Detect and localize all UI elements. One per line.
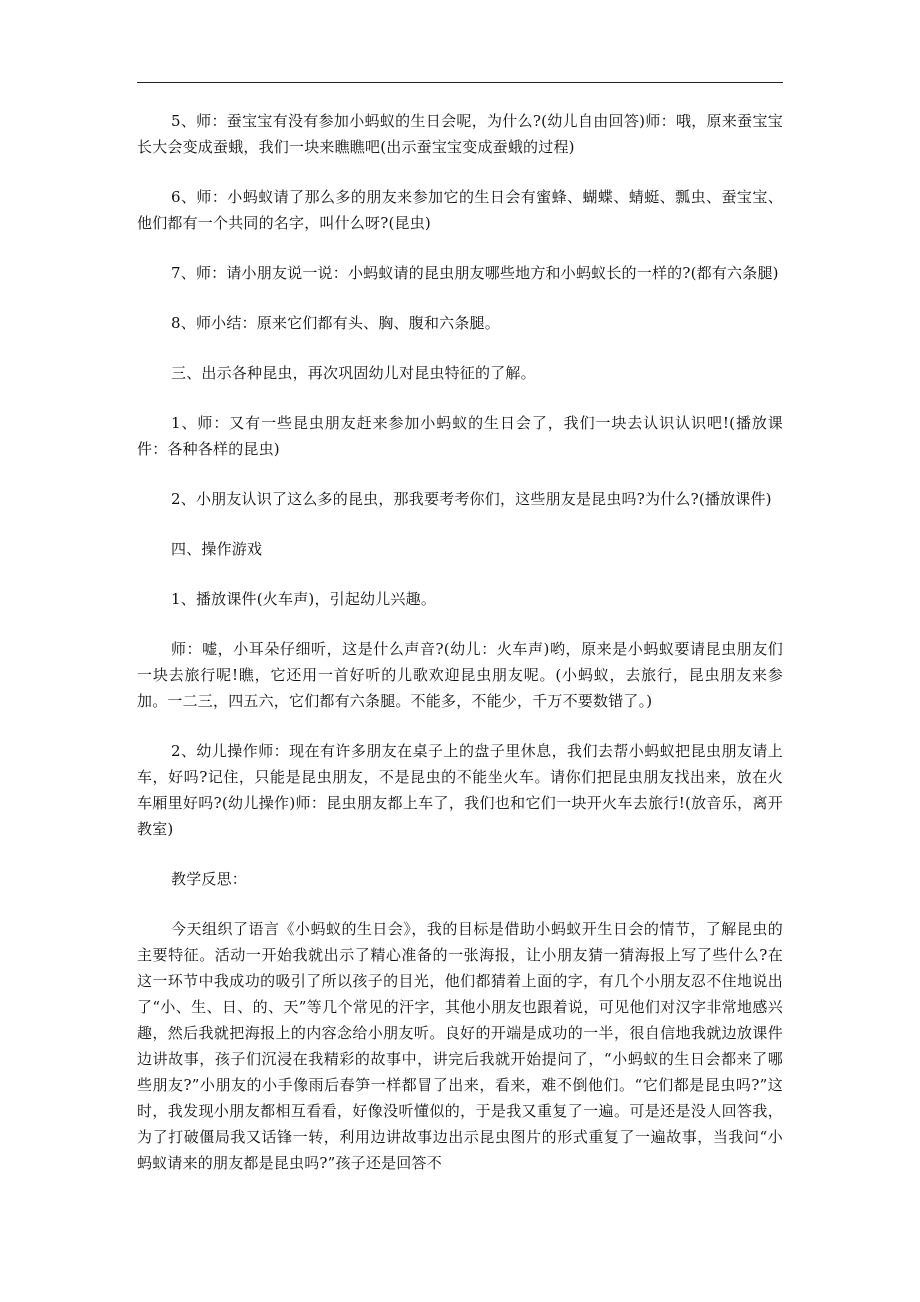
paragraph-section4-step-2: 2、幼儿操作师：现在有许多朋友在桌子上的盘子里休息，我们去帮小蚂蚁把昆虫朋友请上车，好吗?记住，只能是昆虫朋友，不是昆虫的不能坐火车。请你们把昆虫朋友找出来，放在火车厢里好吗?(幼儿操作)师：昆虫朋友都上车了，我们也和它们一块开火车去旅行!(放音乐，离开教室) <box>137 742 783 838</box>
paragraph-step-6: 6、师：小蚂蚁请了那么多的朋友来参加它的生日会有蜜蜂、蝴蝶、蜻蜓、瓢虫、蚕宝宝、他们都有一个共同的名字，叫什么呀?(昆虫) <box>137 188 783 232</box>
header-rule <box>137 82 783 83</box>
paragraph-section3-step-1: 1、师：又有一些昆虫朋友赶来参加小蚂蚁的生日会了，我们一块去认识认识吧!(播放课件：各种各样的昆虫) <box>137 414 783 458</box>
section-heading-3: 三、出示各种昆虫，再次巩固幼儿对昆虫特征的了解。 <box>171 364 536 382</box>
paragraph-section3-step-2: 2、小朋友认识了这么多的昆虫，那我要考考你们，这些朋友是昆虫吗?为什么?(播放课件) <box>171 490 772 508</box>
paragraph-teacher-dialogue: 师：嘘，小耳朵仔细听，这是什么声音?(幼儿：火车声)哟，原来是小蚂蚁要请昆虫朋友们一块去旅行呢!瞧，它还用一首好听的儿歌欢迎昆虫朋友呢。(小蚂蚁，去旅行，昆虫朋友来参加。一二三，四五六，它们都有六条腿。不能多，不能少，千万不要数错了。) <box>137 640 783 710</box>
paragraph-step-8: 8、师小结：原来它们都有头、胸、腹和六条腿。 <box>171 314 500 332</box>
paragraph-step-7: 7、师：请小朋友说一说：小蚂蚁请的昆虫朋友哪些地方和小蚂蚁长的一样的?(都有六条腿) <box>171 264 779 282</box>
paragraph-step-5: 5、师：蚕宝宝有没有参加小蚂蚁的生日会呢，为什么?(幼儿自由回答)师：哦，原来蚕宝宝长大会变成蚕蛾，我们一块来瞧瞧吧(出示蚕宝宝变成蚕蛾的过程) <box>137 112 783 156</box>
section-heading-4: 四、操作游戏 <box>171 540 263 558</box>
reflection-heading: 教学反思： <box>171 870 248 888</box>
document-body <box>137 108 783 1200</box>
reflection-paragraph: 今天组织了语言《小蚂蚁的生日会》，我的目标是借助小蚂蚁开生日会的情节，了解昆虫的主要特征。活动一开始我就出示了精心准备的一张海报，让小朋友猜一猜海报上写了些什么?在这一环节中我成功的吸引了所以孩子的目光，他们都猜着上面的字，有几个小朋友忍不住地说出了“小、生、日、的、天”等几个常见的汗字，其他小朋友也跟着说，可见他们对汉字非常地感兴趣，然后我就把海报上的内容念给小朋友听。良好的开端是成功的一半，很自信地我就边放课件边讲故事，孩子们沉浸在我精彩的故事中，讲完后我就开始提问了，“小蚂蚁的生日会都来了哪些朋友?”小朋友的小手像雨后春笋一样都冒了出来，看来，难不倒他们。“它们都是昆虫吗?”这时，我发现小朋友都相互看看，好像没听懂似的，于是我又重复了一遍。可是还是没人回答我，为了打破僵局我又话锋一转，利用边讲故事边出示昆虫图片的形式重复了一遍故事，当我问“小蚂蚁请来的朋友都是昆虫吗?”孩子还是回答不 <box>137 920 783 1172</box>
paragraph-section4-step-1: 1、播放课件(火车声)，引起幼儿兴趣。 <box>171 590 437 608</box>
